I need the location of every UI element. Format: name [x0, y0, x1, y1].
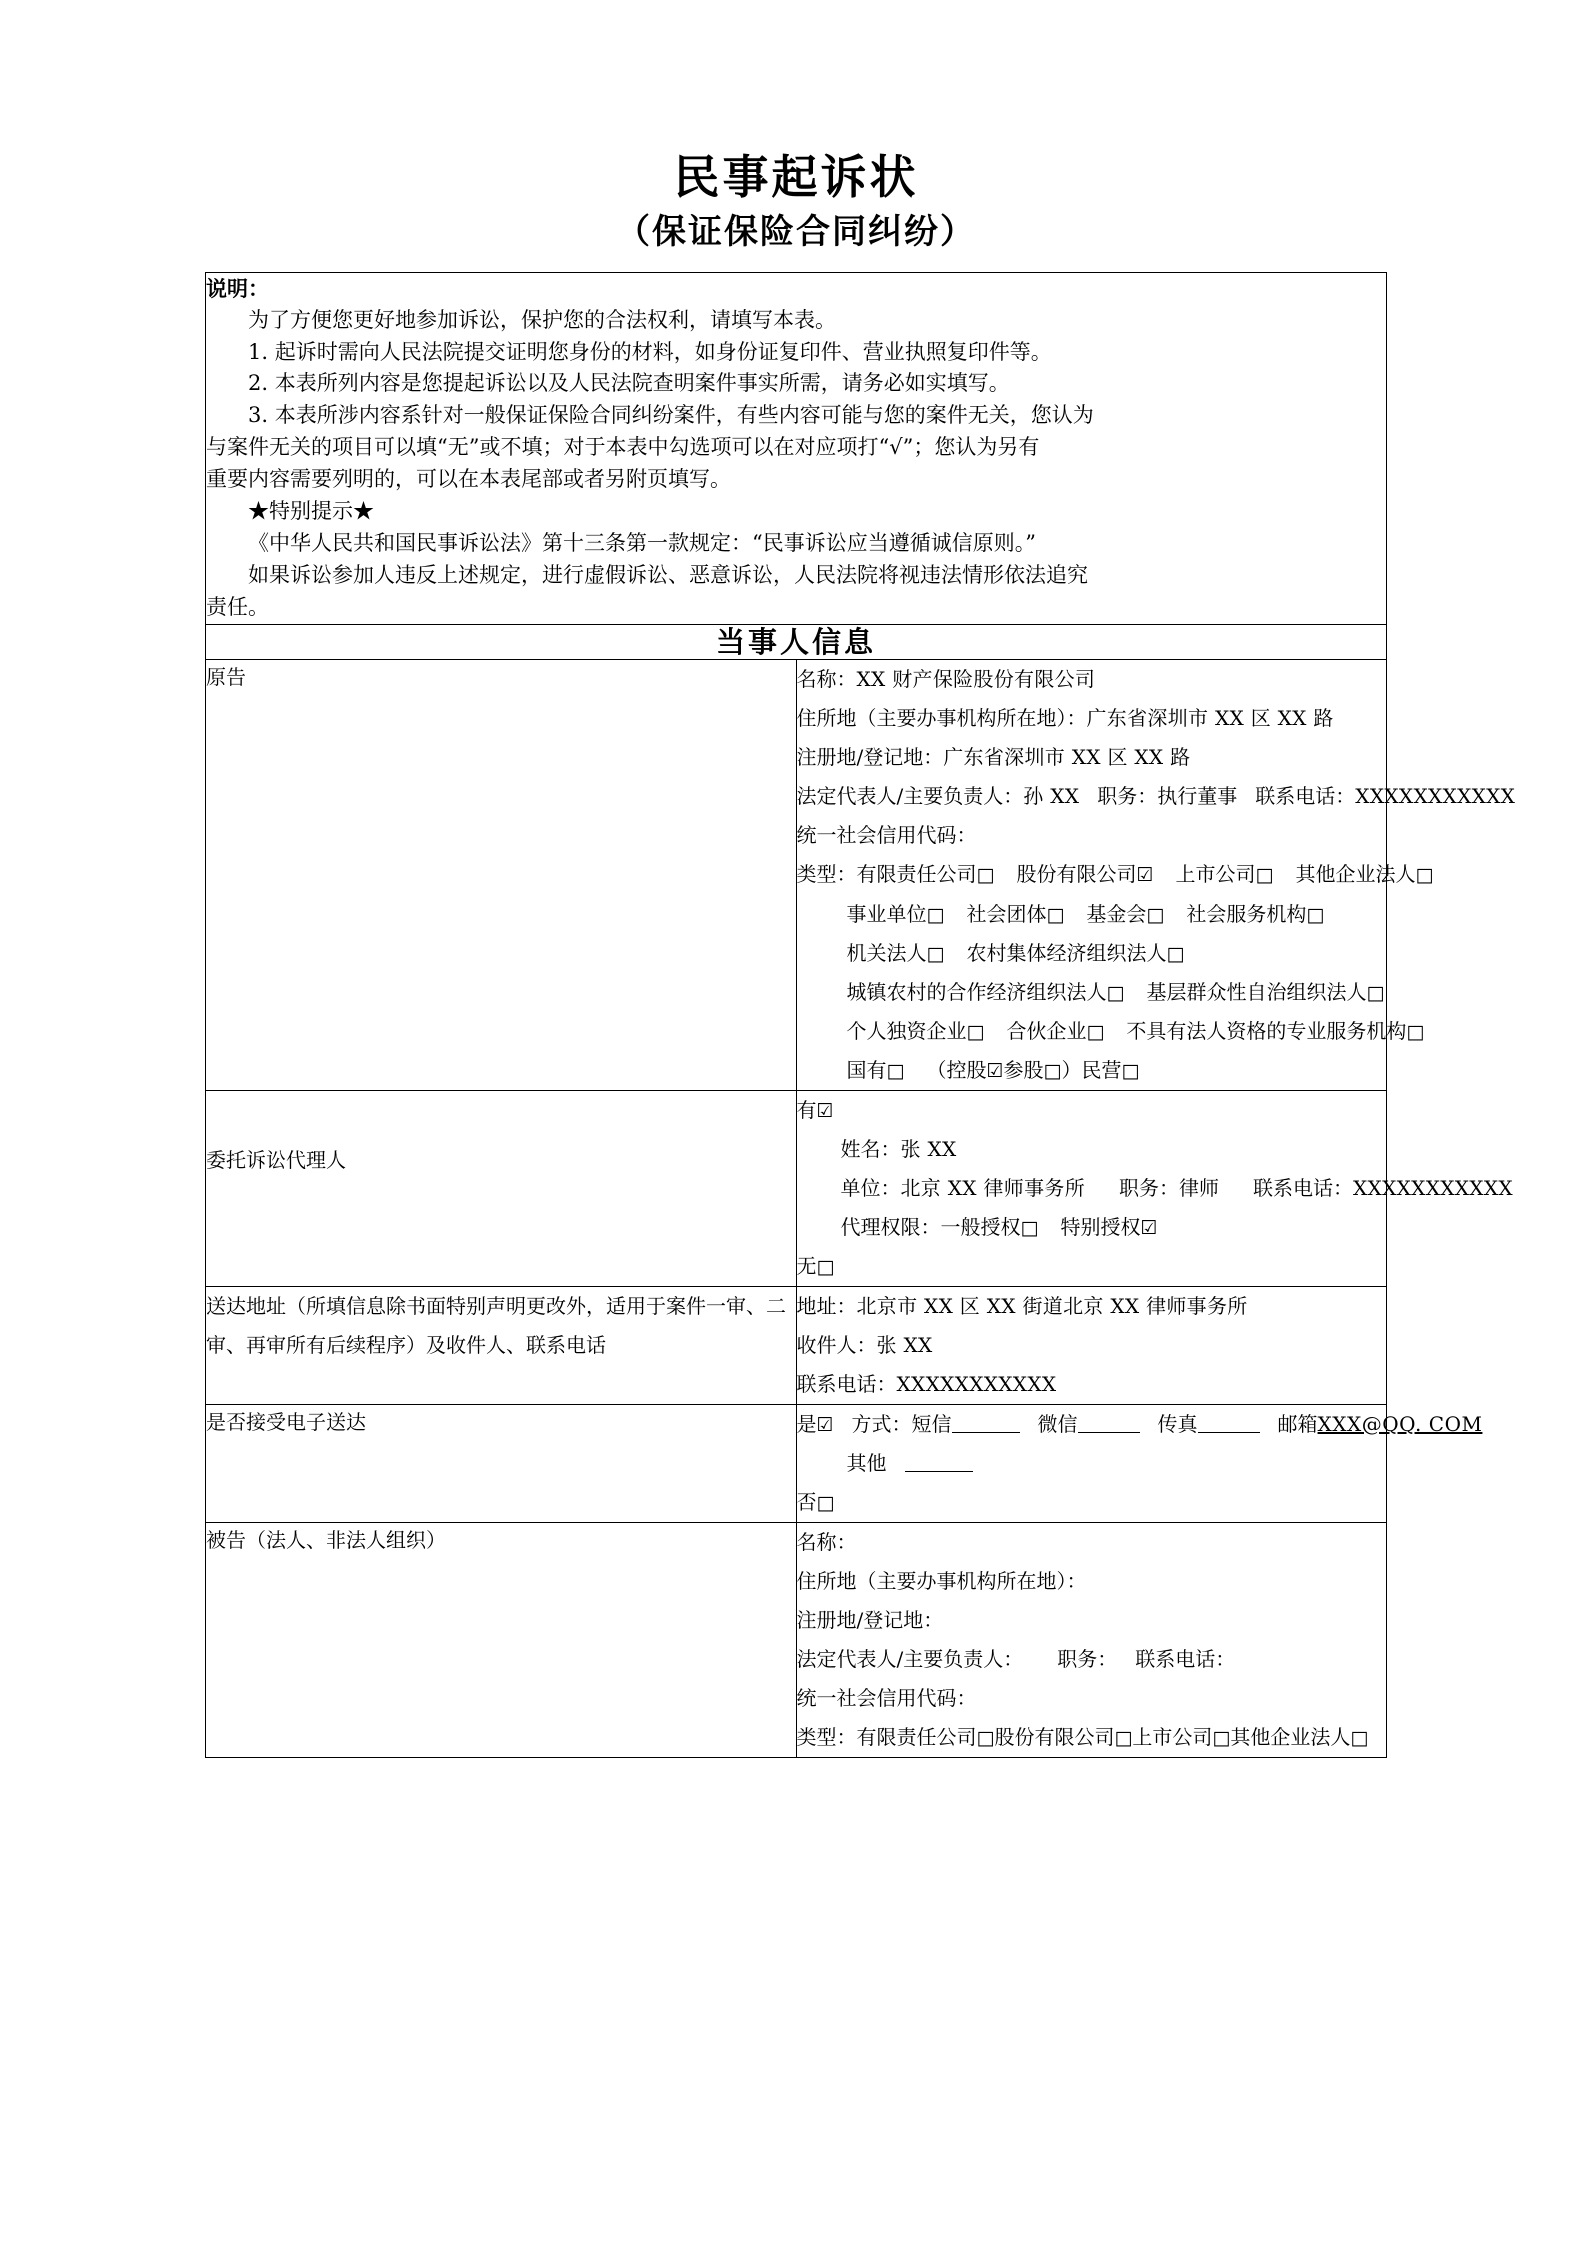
checkbox-option-label: 机关法人 [846, 940, 927, 965]
checkbox-unchecked-icon[interactable]: □ [1255, 864, 1274, 887]
plaintiff-type-options-3[interactable] [847, 980, 1385, 1004]
checkbox-option[interactable] [1186, 902, 1324, 926]
instruction-line-4: 与案件无关的项目可以填“无”或不填；对于本表中勾选项可以在对应项打“√”；您认为另有 [206, 435, 1040, 460]
agent-value-cell [796, 1090, 1513, 1286]
checkbox-option-label: 不具有法人资格的专业服务机构 [1126, 1018, 1407, 1043]
checkbox-unchecked-icon[interactable]: □ [966, 1020, 985, 1043]
party-section-title-row [206, 624, 1387, 660]
defendant-position-label: 职务： [1057, 1646, 1118, 1671]
fax-input[interactable] [1198, 1413, 1260, 1433]
electronic-service-yes-row [796, 1405, 1483, 1444]
plaintiff-ownership-row [797, 1051, 1387, 1090]
checkbox-option-label: 农村集体经济组织法人 [966, 940, 1167, 965]
agent-none-row[interactable] [797, 1247, 1387, 1286]
plaintiff-type-options-4[interactable] [847, 1019, 1425, 1043]
email-label: 邮箱 [1277, 1411, 1318, 1436]
instructions-heading: 说明： [206, 275, 269, 301]
instructions-cell [206, 272, 1387, 624]
defendant-registered-label: 注册地/登记地： [796, 1607, 944, 1632]
electronic-service-yes-label: 是 [796, 1411, 817, 1436]
plaintiff-name-value[interactable]: XX 财产保险股份有限公司 [856, 667, 1096, 692]
checkbox-unchecked-icon[interactable]: □ [976, 1726, 995, 1749]
checkbox-unchecked-icon[interactable]: □ [1146, 903, 1165, 926]
defendant-creditcode-label: 统一社会信用代码： [796, 1685, 977, 1710]
plaintiff-ownership-options[interactable] [847, 1058, 1140, 1082]
defendant-legalrep-row[interactable] [797, 1640, 1387, 1679]
plaintiff-address-label: 住所地（主要办事机构所在地）： [796, 706, 1087, 731]
defendant-phone-label: 联系电话： [1135, 1646, 1236, 1671]
electronic-service-other-row [797, 1444, 1387, 1483]
checkbox-unchecked-icon[interactable]: □ [1406, 1020, 1425, 1043]
agent-has-row[interactable] [797, 1091, 1387, 1130]
checkbox-option-label: 上市公司 [1175, 862, 1256, 887]
checkbox-option[interactable] [966, 941, 1184, 965]
electronic-service-row [206, 1404, 1387, 1522]
service-recipient-row [797, 1326, 1387, 1365]
checkbox-option-label: 社会服务机构 [1186, 901, 1307, 926]
checkbox-option[interactable] [847, 902, 945, 926]
agent-position-value[interactable]: 律师 [1179, 1175, 1219, 1200]
defendant-name-label: 名称： [796, 1529, 857, 1554]
checkbox-option[interactable] [941, 1215, 1039, 1239]
checkbox-option-label: 其他企业法人 [1295, 862, 1416, 887]
agent-firm-row [797, 1169, 1513, 1208]
plaintiff-address-row [797, 699, 1387, 738]
sms-input[interactable] [952, 1413, 1020, 1433]
plaintiff-legalrep-row [796, 777, 1516, 816]
plaintiff-position-value[interactable]: 执行董事 [1157, 784, 1238, 809]
special-notice-heading: ★特别提示★ [248, 499, 374, 524]
plaintiff-type-row-4 [797, 1012, 1425, 1051]
service-address-value-cell [796, 1286, 1387, 1404]
service-address-addr-row [797, 1287, 1387, 1326]
checkbox-unchecked-icon[interactable]: □ [926, 903, 945, 926]
plaintiff-type-row-1 [797, 895, 1387, 934]
checkbox-option[interactable] [857, 862, 995, 886]
checkbox-option[interactable] [1295, 862, 1433, 886]
electronic-service-method-label: 方式： [851, 1411, 912, 1436]
defendant-value-cell [796, 1522, 1387, 1757]
defendant-type-options[interactable] [857, 1725, 1369, 1749]
checkbox-option-label: 股份有限公司 [1016, 862, 1137, 887]
checkbox-option-label: 个人独资企业 [846, 1018, 967, 1043]
checkbox-unchecked-icon[interactable]: □ [976, 864, 995, 887]
plaintiff-type-label: 类型： [796, 862, 857, 887]
service-recipient-label: 收件人： [796, 1332, 877, 1357]
agent-row [206, 1090, 1387, 1286]
checkbox-checked-icon[interactable]: ☑ [816, 1099, 834, 1122]
page-subtitle: （保证保险合同纠纷） [616, 212, 976, 253]
checkbox-checked-icon[interactable]: ☑ [816, 1413, 834, 1436]
checkbox-unchecked-icon[interactable]: □ [1043, 1059, 1062, 1082]
close-paren: ） [1061, 1057, 1082, 1082]
checkbox-option-label: 一般授权 [940, 1214, 1021, 1239]
plaintiff-creditcode-row [797, 816, 1387, 855]
checkbox-option-label: 特别授权 [1060, 1214, 1141, 1239]
checkbox-option-label: 控股 [946, 1057, 987, 1082]
electronic-service-value-cell [796, 1404, 1483, 1522]
checkbox-option[interactable] [847, 980, 1125, 1004]
plaintiff-row [206, 660, 1387, 1090]
checkbox-option[interactable] [1146, 980, 1384, 1004]
ownership-private[interactable] [1081, 1058, 1139, 1082]
instruction-line-5: 重要内容需要列明的，可以在本表尾部或者另附页填写。 [206, 467, 731, 492]
checkbox-unchecked-icon[interactable]: □ [1350, 1726, 1369, 1749]
plaintiff-type-row-2 [797, 934, 1387, 973]
defendant-type-row [797, 1718, 1387, 1757]
agent-phone-label: 联系电话： [1253, 1175, 1353, 1200]
service-phone-row [797, 1365, 1387, 1404]
agent-authority-options[interactable] [941, 1215, 1158, 1239]
checkbox-option-label: 国有 [846, 1057, 887, 1082]
checkbox-unchecked-icon[interactable]: □ [1046, 903, 1065, 926]
checkbox-unchecked-icon[interactable]: □ [886, 1059, 905, 1082]
agent-label-cell [206, 1090, 797, 1286]
checkbox-checked-icon[interactable]: ☑ [986, 1059, 1004, 1082]
agent-has-label: 有 [796, 1097, 817, 1122]
checkbox-option[interactable] [1006, 1019, 1104, 1043]
checkbox-option[interactable] [966, 902, 1064, 926]
checkbox-option-label: 社会团体 [966, 901, 1047, 926]
agent-authority-label: 代理权限： [840, 1214, 941, 1239]
checkbox-unchecked-icon[interactable]: □ [1121, 1059, 1140, 1082]
plaintiff-registered-value[interactable]: 广东省深圳市 XX 区 XX 路 [943, 745, 1191, 770]
plaintiff-type-row-3 [797, 973, 1387, 1012]
defendant-type-label: 类型： [796, 1724, 857, 1749]
checkbox-checked-icon[interactable]: ☑ [1136, 864, 1154, 887]
service-address-row [206, 1286, 1387, 1404]
defendant-name-row[interactable] [797, 1523, 1387, 1562]
checkbox-unchecked-icon[interactable]: □ [926, 942, 945, 965]
checkbox-unchecked-icon[interactable]: □ [1114, 1726, 1133, 1749]
party-section-title: 当事人信息 [715, 624, 876, 659]
agent-authority-row [797, 1208, 1387, 1247]
checkbox-option-label: 其他企业法人 [1230, 1724, 1351, 1749]
plaintiff-registered-label: 注册地/登记地： [796, 745, 944, 770]
fax-label: 传真 [1157, 1411, 1198, 1436]
plaintiff-label: 原告 [206, 665, 246, 690]
instruction-line-3: 3. 本表所涉内容系针对一般保证保险合同纠纷案件，有些内容可能与您的案件无关，您认为 [248, 403, 1094, 428]
agent-name-value[interactable]: 张 XX [900, 1136, 957, 1161]
defendant-row [206, 1522, 1387, 1757]
checkbox-unchecked-icon[interactable]: □ [1020, 1216, 1039, 1239]
plaintiff-type-options-1[interactable] [847, 902, 1325, 926]
plaintiff-type-row-0 [796, 855, 1434, 894]
electronic-service-label-cell [206, 1404, 797, 1522]
checkbox-option-label: 城镇农村的合作经济组织法人 [846, 979, 1107, 1004]
checkbox-option-label: 有限责任公司 [856, 862, 977, 887]
checkbox-unchecked-icon[interactable]: □ [1306, 903, 1325, 926]
agent-none-label: 无 [796, 1253, 817, 1278]
page-title: 民事起诉状 [673, 150, 919, 204]
checkbox-option[interactable] [1060, 1215, 1157, 1239]
defendant-address-row[interactable] [797, 1562, 1387, 1601]
instruction-line-1: 1. 起诉时需向人民法院提交证明您身份的材料，如身份证复印件、营业执照复印件等。 [248, 339, 1052, 364]
plaintiff-type-options-2[interactable] [847, 941, 1185, 965]
checkbox-option-label: 合伙企业 [1006, 1018, 1087, 1043]
wechat-label: 微信 [1037, 1411, 1078, 1436]
plaintiff-name-label: 名称： [796, 667, 857, 692]
checkbox-option[interactable] [847, 1019, 985, 1043]
other-method-label: 其他 [846, 1450, 887, 1475]
plaintiff-label-cell [206, 660, 797, 1090]
checkbox-option-label: 参股 [1003, 1057, 1044, 1082]
instruction-line-0: 为了方便您更好地参加诉讼，保护您的合法权利，请填写本表。 [248, 307, 836, 332]
checkbox-unchecked-icon[interactable]: □ [1366, 981, 1385, 1004]
checkbox-option-label: 上市公司 [1132, 1724, 1213, 1749]
checkbox-option-label: 股份有限公司 [994, 1724, 1115, 1749]
agent-firm-label: 单位： [840, 1175, 901, 1200]
email-input[interactable]: XXX@QQ. COM [1317, 1411, 1483, 1436]
service-phone-value[interactable]: XXXXXXXXXXX [896, 1371, 1057, 1396]
service-recipient-value[interactable]: 张 XX [876, 1332, 933, 1357]
wechat-input[interactable] [1078, 1413, 1140, 1433]
checkbox-unchecked-icon[interactable]: □ [816, 1255, 835, 1278]
electronic-service-label: 是否接受电子送达 [206, 1409, 366, 1434]
plaintiff-position-label: 职务： [1097, 784, 1158, 809]
defendant-address-label: 住所地（主要办事机构所在地）： [796, 1568, 1087, 1593]
checkbox-option[interactable] [1016, 862, 1153, 886]
electronic-service-no-label: 否 [796, 1489, 817, 1514]
defendant-creditcode-row[interactable] [797, 1679, 1387, 1718]
service-address-label: 送达地址（所填信息除书面特别声明更改外，适用于案件一审、二审、再审所有后续程序）及收件人、联系电话 [206, 1293, 786, 1357]
checkbox-unchecked-icon[interactable]: □ [1415, 864, 1434, 887]
checkbox-unchecked-icon[interactable]: □ [816, 1491, 835, 1514]
checkbox-option[interactable] [1132, 1725, 1230, 1749]
checkbox-unchecked-icon[interactable]: □ [1086, 1020, 1105, 1043]
plaintiff-value-cell [796, 660, 1516, 1090]
party-section-title-cell [206, 624, 1387, 660]
plaintiff-phone-value[interactable]: XXXXXXXXXXX [1355, 784, 1516, 809]
agent-name-row [797, 1130, 1387, 1169]
instruction-line-7: 《中华人民共和国民事诉讼法》第十三条第一款规定：“民事诉讼应当遵循诚信原则。” [248, 530, 1036, 555]
instruction-line-9: 责任。 [206, 594, 269, 619]
service-address-addr-value[interactable]: 北京市 XX 区 XX 街道北京 XX 律师事务所 [856, 1293, 1248, 1318]
service-address-label-cell [206, 1286, 797, 1404]
checkbox-unchecked-icon[interactable]: □ [1106, 981, 1125, 1004]
sms-label: 短信 [911, 1411, 952, 1436]
checkbox-option-label: 民营 [1081, 1057, 1122, 1082]
defendant-label: 被告（法人、非法人组织） [206, 1527, 446, 1552]
plaintiff-phone-label: 联系电话： [1255, 784, 1356, 809]
checkbox-option[interactable] [1176, 862, 1274, 886]
plaintiff-address-value[interactable]: 广东省深圳市 XX 区 XX 路 [1086, 706, 1334, 731]
defendant-registered-row[interactable] [797, 1601, 1387, 1640]
checkbox-option[interactable] [1086, 902, 1164, 926]
electronic-service-no-row [797, 1483, 1387, 1522]
ownership-holding[interactable] [946, 1058, 1003, 1082]
lawsuit-form-table [205, 272, 1516, 1758]
instruction-line-8: 如果诉讼参加人违反上述规定，进行虚假诉讼、恶意诉讼，人民法院将视违法情形依法追究 [248, 562, 1088, 587]
agent-phone-value[interactable]: XXXXXXXXXXX [1353, 1175, 1513, 1200]
plaintiff-registered-row [797, 738, 1387, 777]
checkbox-option[interactable] [857, 1725, 995, 1749]
plaintiff-creditcode-label: 统一社会信用代码： [796, 823, 977, 848]
ownership-state-owned[interactable] [847, 1058, 905, 1082]
service-address-addr-label: 地址： [796, 1293, 857, 1318]
plaintiff-legalrep-label: 法定代表人/主要负责人： [796, 784, 1024, 809]
checkbox-checked-icon[interactable]: ☑ [1140, 1216, 1158, 1239]
agent-firm-value[interactable]: 北京 XX 律师事务所 [900, 1175, 1085, 1200]
defendant-label-cell [206, 1522, 797, 1757]
checkbox-option-label: 基层群众性自治组织法人 [1146, 979, 1367, 1004]
checkbox-unchecked-icon[interactable]: □ [1166, 942, 1185, 965]
checkbox-option[interactable] [847, 941, 945, 965]
agent-label: 委托诉讼代理人 [206, 1147, 346, 1172]
defendant-legalrep-label: 法定代表人/主要负责人： [796, 1646, 1024, 1671]
service-phone-label: 联系电话： [796, 1371, 897, 1396]
checkbox-option[interactable] [1230, 1725, 1368, 1749]
instructions-row [206, 272, 1387, 624]
plaintiff-type-options-0[interactable] [857, 862, 1434, 886]
plaintiff-name-row [797, 660, 1387, 699]
plaintiff-legalrep-value[interactable]: 孙 XX [1023, 784, 1080, 809]
instruction-line-2: 2. 本表所列内容是您提起诉讼以及人民法院查明案件事实所需，请务必如实填写。 [248, 371, 1010, 396]
checkbox-option-label: 有限责任公司 [856, 1724, 977, 1749]
checkbox-option[interactable] [994, 1725, 1132, 1749]
other-method-input[interactable] [905, 1452, 973, 1472]
checkbox-option-label: 事业单位 [846, 901, 927, 926]
checkbox-option[interactable] [1126, 1019, 1424, 1043]
ownership-shareholding[interactable] [1004, 1058, 1062, 1082]
agent-position-label: 职务： [1119, 1175, 1179, 1200]
checkbox-option-label: 基金会 [1086, 901, 1147, 926]
open-paren: （ [926, 1057, 947, 1082]
agent-name-label: 姓名： [840, 1136, 901, 1161]
checkbox-unchecked-icon[interactable]: □ [1212, 1726, 1231, 1749]
